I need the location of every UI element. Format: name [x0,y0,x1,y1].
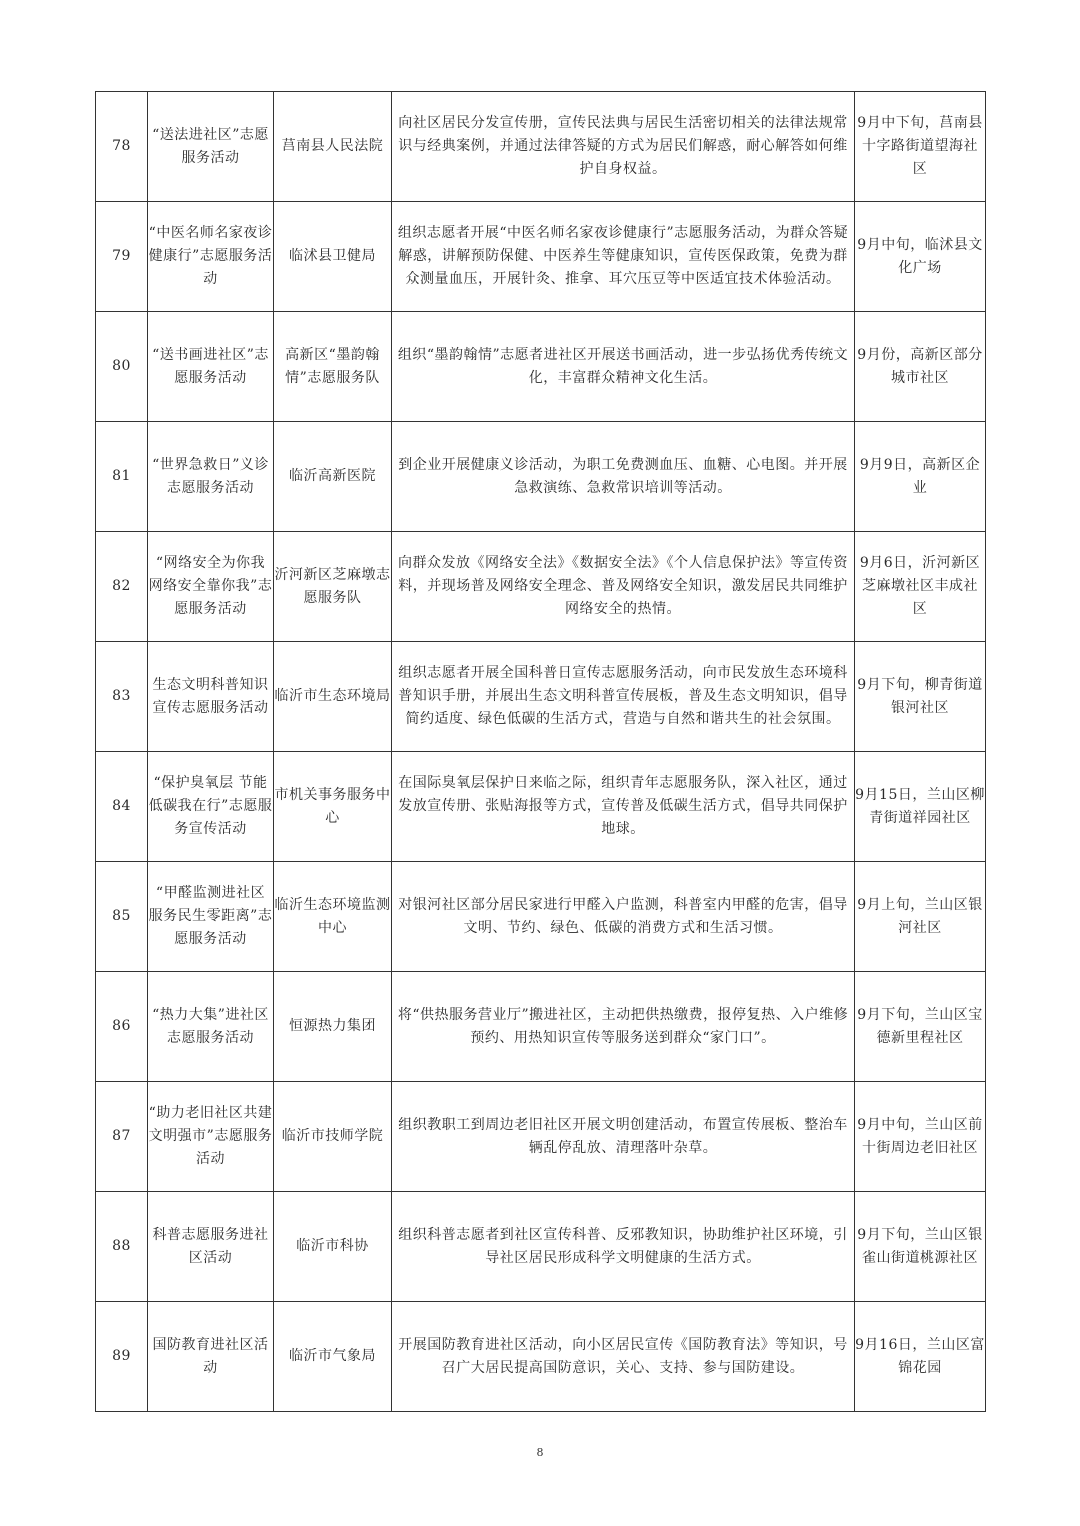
row-number: 83 [96,642,148,752]
time-place: 9月下旬，兰山区银雀山街道桃源社区 [855,1192,986,1302]
row-number: 80 [96,312,148,422]
row-number: 87 [96,1082,148,1192]
activity-description: 组织教职工到周边老旧社区开展文明创建活动，布置宣传展板、整治车辆乱停乱放、清理落叶杂草。 [392,1082,855,1192]
page-number: 8 [536,1446,544,1459]
activity-description: 向社区居民分发宣传册，宣传民法典与居民生活密切相关的法律法规常识与经典案例，并通过法律答疑的方式为居民们解惑，耐心解答如何维护自身权益。 [392,92,855,202]
activity-name: “送书画进社区”志愿服务活动 [148,312,274,422]
organizer: 市机关事务服务中心 [274,752,392,862]
row-number: 84 [96,752,148,862]
organizer: 临沂生态环境监测中心 [274,862,392,972]
organizer: 恒源热力集团 [274,972,392,1082]
row-number: 79 [96,202,148,312]
organizer: 沂河新区芝麻墩志愿服务队 [274,532,392,642]
activity-description: 组织志愿者开展全国科普日宣传志愿服务活动，向市民发放生态环境科普知识手册，并展出生态文明科普宣传展板，普及生态文明知识，倡导简约适度、绿色低碳的生活方式，营造与自然和谐共生的社会氛围。 [392,642,855,752]
table-row [96,862,986,972]
activity-name: “甲醛监测进社区 服务民生零距离”志愿服务活动 [148,862,274,972]
activity-name: “助力老旧社区共建文明强市”志愿服务活动 [148,1082,274,1192]
time-place: 9月16日，兰山区富锦花园 [855,1302,986,1412]
activity-description: 到企业开展健康义诊活动，为职工免费测血压、血糖、心电图。并开展急救演练、急救常识培训等活动。 [392,422,855,532]
table-row [96,532,986,642]
activity-description: 组织“墨韵翰情”志愿者进社区开展送书画活动，进一步弘扬优秀传统文化，丰富群众精神文化生活。 [392,312,855,422]
table-row [96,92,986,202]
time-place: 9月下旬，兰山区宝德新里程社区 [855,972,986,1082]
row-number: 78 [96,92,148,202]
time-place: 9月15日，兰山区柳青街道祥园社区 [855,752,986,862]
organizer: 临沂高新医院 [274,422,392,532]
activity-name: “网络安全为你我 网络安全靠你我”志愿服务活动 [148,532,274,642]
row-number: 85 [96,862,148,972]
activity-description: 在国际臭氧层保护日来临之际，组织青年志愿服务队，深入社区，通过发放宣传册、张贴海报等方式，宣传普及低碳生活方式，倡导共同保护地球。 [392,752,855,862]
organizer: 莒南县人民法院 [274,92,392,202]
activity-name: “送法进社区”志愿服务活动 [148,92,274,202]
organizer: 临沂市科协 [274,1192,392,1302]
time-place: 9月中下旬，莒南县十字路街道望海社区 [855,92,986,202]
table-row [96,972,986,1082]
organizer: 临沭县卫健局 [274,202,392,312]
activity-name: 生态文明科普知识宣传志愿服务活动 [148,642,274,752]
table-row [96,422,986,532]
organizer: 临沂市气象局 [274,1302,392,1412]
row-number: 81 [96,422,148,532]
activity-name: “热力大集”进社区志愿服务活动 [148,972,274,1082]
organizer: 高新区“墨韵翰情”志愿服务队 [274,312,392,422]
table-row [96,312,986,422]
table-row [96,752,986,862]
activity-description: 将“供热服务营业厅”搬进社区，主动把供热缴费，报停复热、入户维修预约、用热知识宣传等服务送到群众“家门口”。 [392,972,855,1082]
activity-description: 开展国防教育进社区活动，向小区居民宣传《国防教育法》等知识，号召广大居民提高国防意识，关心、支持、参与国防建设。 [392,1302,855,1412]
activity-description: 对银河社区部分居民家进行甲醛入户监测，科普室内甲醛的危害，倡导文明、节约、绿色、低碳的消费方式和生活习惯。 [392,862,855,972]
time-place: 9月上旬，兰山区银河社区 [855,862,986,972]
activity-table [95,91,986,1412]
time-place: 9月中旬，临沭县文化广场 [855,202,986,312]
organizer: 临沂市技师学院 [274,1082,392,1192]
activity-description: 向群众发放《网络安全法》《数据安全法》《个人信息保护法》等宣传资料，并现场普及网络安全理念、普及网络安全知识，激发居民共同维护网络安全的热情。 [392,532,855,642]
activity-name: “中医名师名家夜诊健康行”志愿服务活动 [148,202,274,312]
activity-name: “世界急救日”义诊志愿服务活动 [148,422,274,532]
time-place: 9月中旬，兰山区前十街周边老旧社区 [855,1082,986,1192]
time-place: 9月份，高新区部分城市社区 [855,312,986,422]
activity-name: 科普志愿服务进社区活动 [148,1192,274,1302]
time-place: 9月6日，沂河新区芝麻墩社区丰成社区 [855,532,986,642]
organizer: 临沂市生态环境局 [274,642,392,752]
table-row [96,202,986,312]
time-place: 9月9日，高新区企业 [855,422,986,532]
activity-description: 组织志愿者开展“中医名师名家夜诊健康行”志愿服务活动，为群众答疑解惑，讲解预防保健、中医养生等健康知识，宣传医保政策，免费为群众测量血压，开展针灸、推拿、耳穴压豆等中医适宜技术体验活动。 [392,202,855,312]
row-number: 88 [96,1192,148,1302]
activity-description: 组织科普志愿者到社区宣传科普、反邪教知识，协助维护社区环境，引导社区居民形成科学文明健康的生活方式。 [392,1192,855,1302]
row-number: 82 [96,532,148,642]
table-row [96,1192,986,1302]
table-row [96,1082,986,1192]
row-number: 86 [96,972,148,1082]
activity-name: 国防教育进社区活动 [148,1302,274,1412]
time-place: 9月下旬，柳青街道银河社区 [855,642,986,752]
activity-name: “保护臭氧层 节能低碳我在行”志愿服务宣传活动 [148,752,274,862]
table-row [96,642,986,752]
table-row [96,1302,986,1412]
row-number: 89 [96,1302,148,1412]
